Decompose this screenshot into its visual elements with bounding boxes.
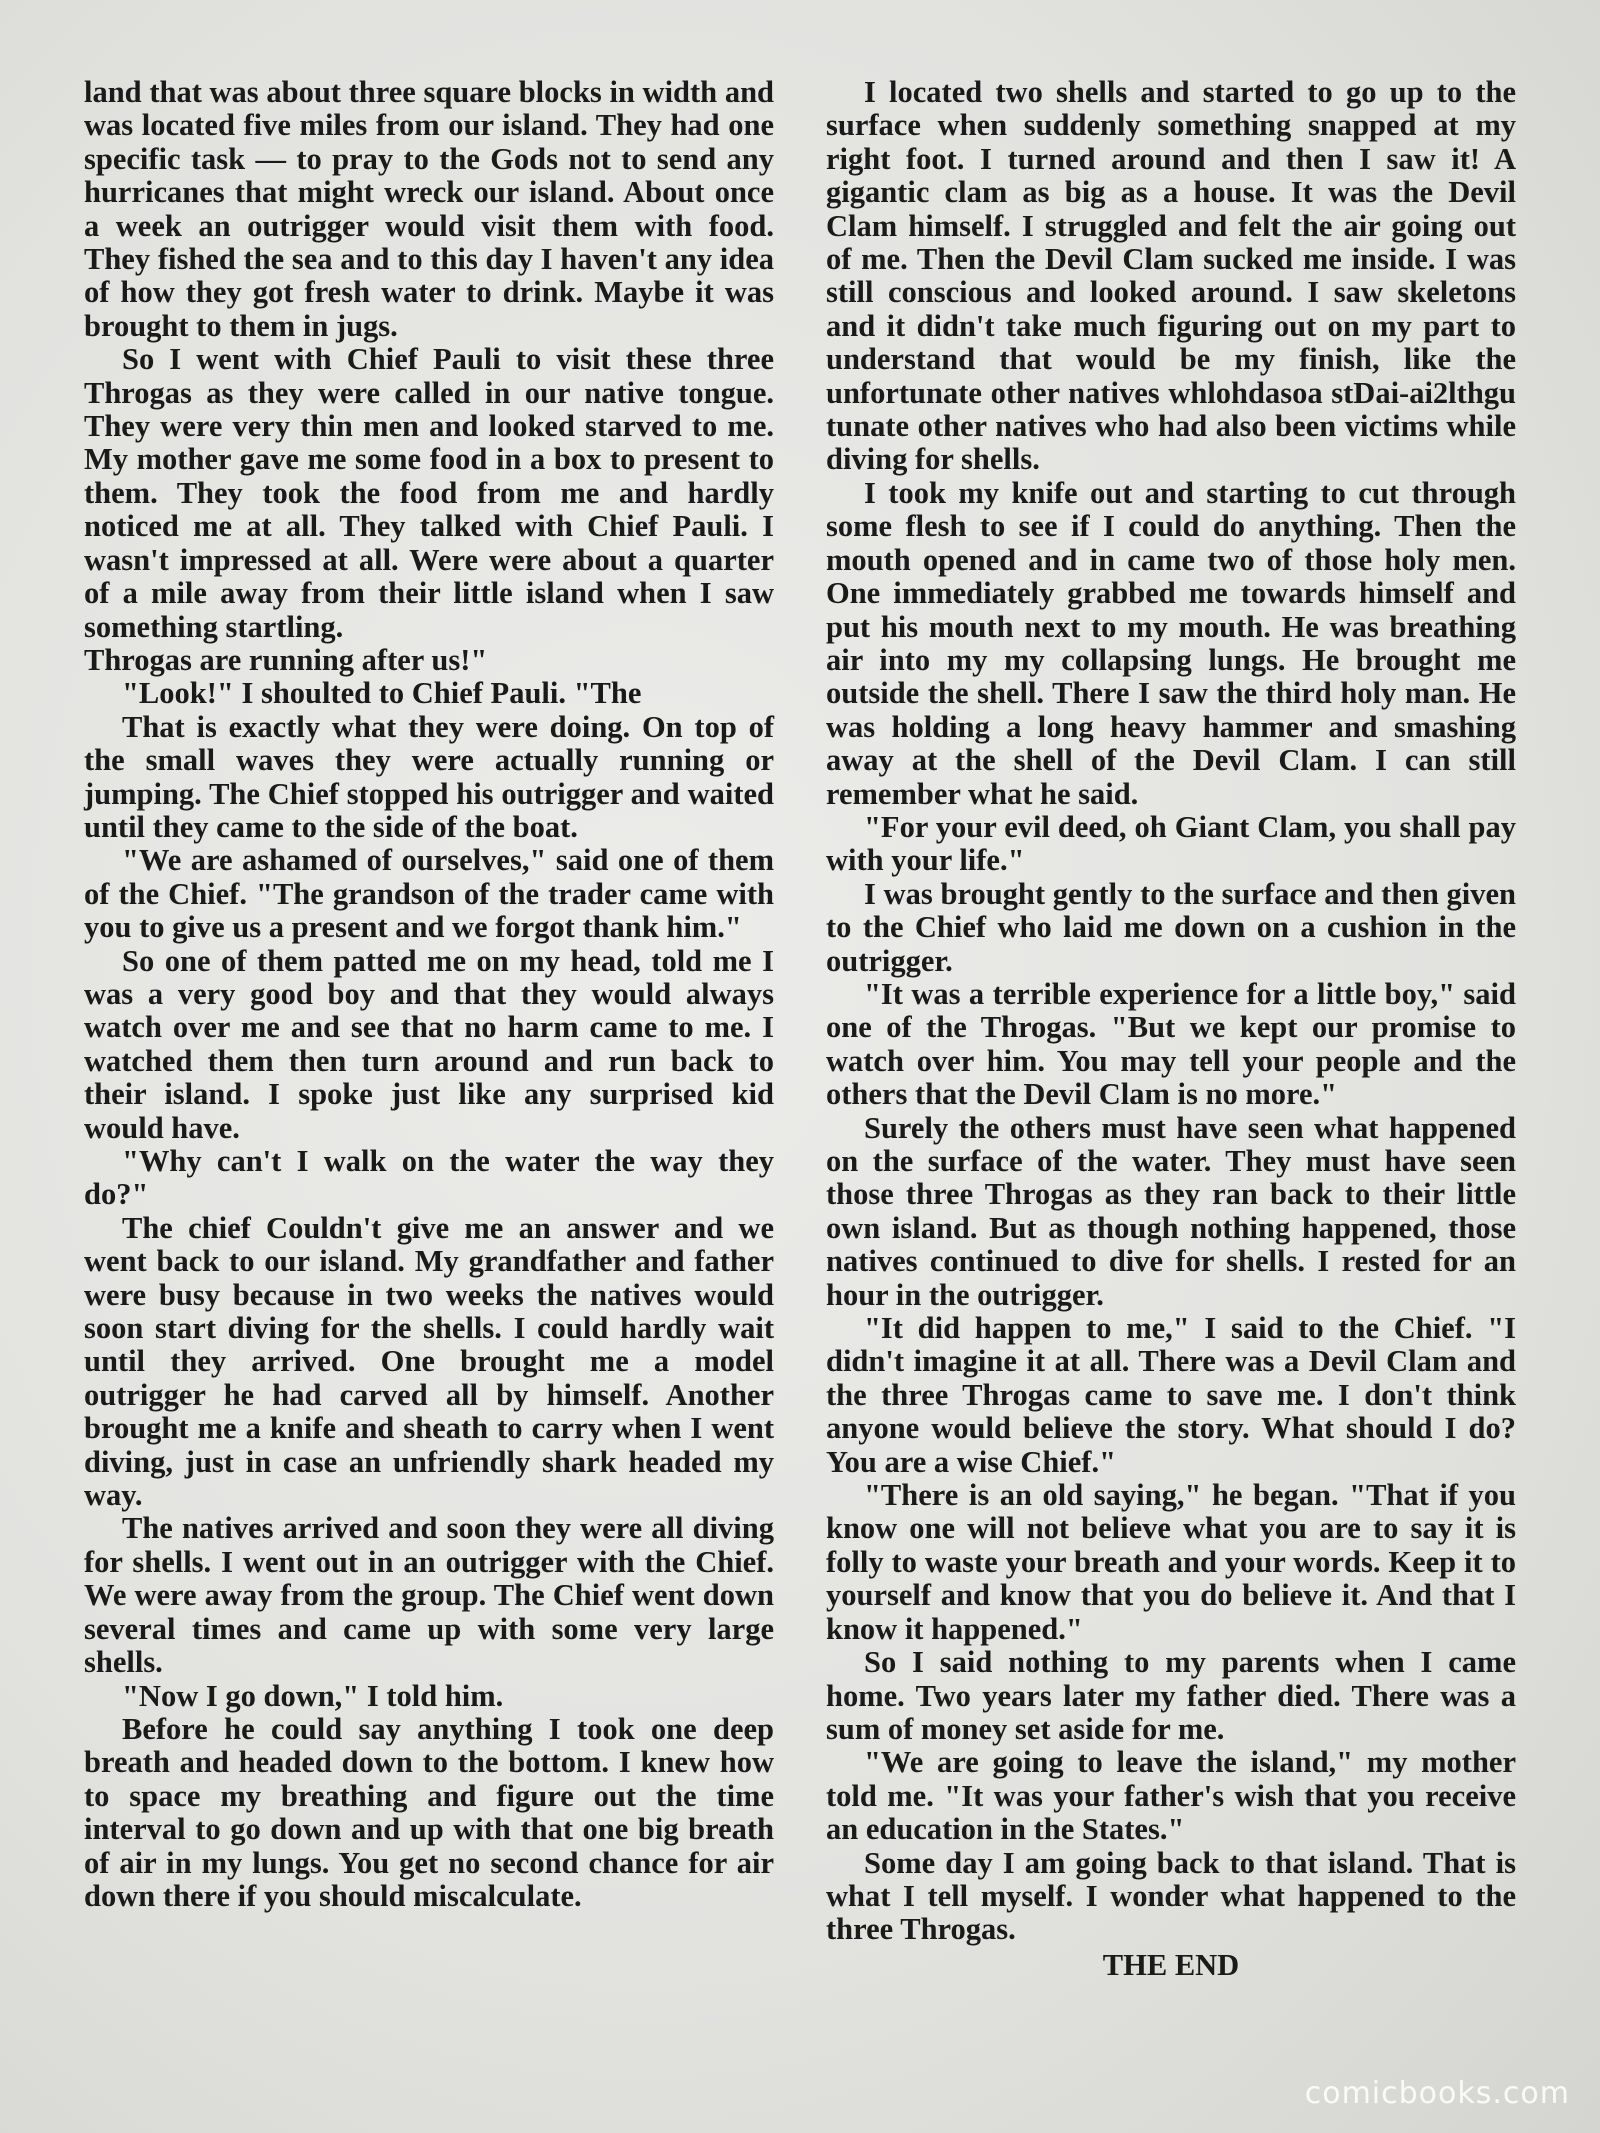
paragraph: Before he could say anything I took one deep breath and headed down to the bottom. I knew how to space my breathing and figure out the time interval to go down and up with that one big breath of air in my lungs. You get no second chance for air down there if you should miscalculate. [84,1711,774,1913]
paragraph: land that was about three square blocks in width and was located five miles from our island. They had one specific task — to pray to the Gods not to send any hurricanes that might wreck our island. About once a week an outrigger would visit them with food. They fished the sea and to this day I haven't any idea of how they got fresh water to drink. Maybe it was brought to them in jugs. [84,75,774,343]
paragraph: "It did happen to me," I said to the Chief. "I didn't imagine it at all. There was a Devil Clam and the three Throgas came to save me. I don't think anyone would believe the story. What should I do? You are a wise Chief." [826,1311,1516,1479]
paragraph: So one of them patted me on my head, told me I was a very good boy and that they would always watch over me and see that no harm came to me. I watched them then turn around and run back to their island. I spoke just like any surprised kid would have. [84,943,774,1145]
paragraph: "Now I go down," I told him. [122,1678,504,1713]
left-column [84,76,774,1913]
paragraph: The natives arrived and soon they were all diving for shells. I went out in an outrigger with the Chief. We were away from the group. The Chief went down several times and came up with some very large shells. [84,1511,774,1680]
paragraph: "It was a terrible experience for a little boy," said one of the Throgas. "But we kept our promise to watch over him. You may tell your people and the others that the Devil Clam is no more." [826,976,1516,1112]
paragraph: "We are going to leave the island," my mother told me. "It was your father's wish that you receive an education in the States." [826,1745,1516,1847]
paragraph: "There is an old saying," he began. "That if you know one will not believe what you are to say it is folly to waste your breath and your words. Keep it to yourself and know that you do believe it. And that I know it happened." [826,1478,1516,1646]
paragraph: I took my knife out and starting to cut through some flesh to see if I could do anything. Then the mouth opened and in came two of those holy men. One immediately grabbed me towards himself and put his mouth next to my mouth. He was breathing air into my my collapsing lungs. He brought me outside the shell. There I saw the third holy man. He was holding a long heavy hammer and smashing away at the shell of the Devil Clam. I can still remember what he said. [826,475,1516,811]
watermark: comicbooks.com [1304,2076,1570,2111]
paragraph: Surely the others must have seen what happened on the surface of the water. They must have seen those three Throgas as they ran back to their little own island. But as though nothing happened, those natives continued to dive for shells. I rested for an hour in the outrigger. [826,1110,1516,1312]
paragraph: "Look!" I shoulted to Chief Pauli. "The [122,676,642,711]
paragraph: That is exactly what they were doing. On top of the small waves they were actually running or jumping. The Chief stopped his outrigger and waited until they came to the side of the boat. [84,709,774,844]
paragraph: The chief Couldn't give me an answer and we went back to our island. My grandfather and father were busy because in two weeks the natives would soon start diving for the shells. I could hardly wait until they arrived. One brought me a model outrigger he had carved all by himself. Another brought me a knife and sheath to carry when I went diving, just in case an unfriendly shark headed my way. [84,1210,774,1513]
paragraph: I was brought gently to the surface and then given to the Chief who laid me down on a cushion in the outrigger. [826,876,1516,978]
paragraph: Some day I am going back to that island. That is what I tell myself. I wonder what happened to the three Throgas. [826,1845,1516,1947]
the-end-label: THE END [1102,1947,1240,1982]
paragraph: Throgas are running after us!" [84,642,488,677]
paragraph: So I said nothing to my parents when I came home. Two years later my father died. There was a sum of money set aside for me. [826,1645,1516,1746]
paragraph: "We are ashamed of ourselves," said one of them of the Chief. "The grandson of the trader came with you to give us a present and we forgot thank him." [84,843,774,945]
paragraph: "For your evil deed, oh Giant Clam, you shall pay with your life." [826,809,1516,878]
paragraph: "Why can't I walk on the water the way they do?" [84,1144,774,1212]
right-column [826,76,1516,1982]
paragraph: So I went with Chief Pauli to visit these three Throgas as they were called in our native tongue. They were very thin men and looked starved to me. My mother gave me some food in a box to present to them. They took the food from me and hardly noticed me at all. They talked with Chief Pauli. I wasn't impressed at all. Were were about a quarter of a mile away from their little island when I saw something startling. [84,342,774,644]
paragraph: I located two shells and started to go up to the surface when suddenly something snapped at my right foot. I turned around and then I saw it! A gigantic clam as big as a house. It was the Devil Clam himself. I struggled and felt the air going out of me. Then the Devil Clam sucked me inside. I was still conscious and looked around. I saw skeletons and it didn't take much figuring out on my part to understand that would be my finish, like the unfortunate other natives whlohdasoa stDai-ai2lthgu tunate other natives who had also been victims while diving for shells. [826,75,1516,477]
